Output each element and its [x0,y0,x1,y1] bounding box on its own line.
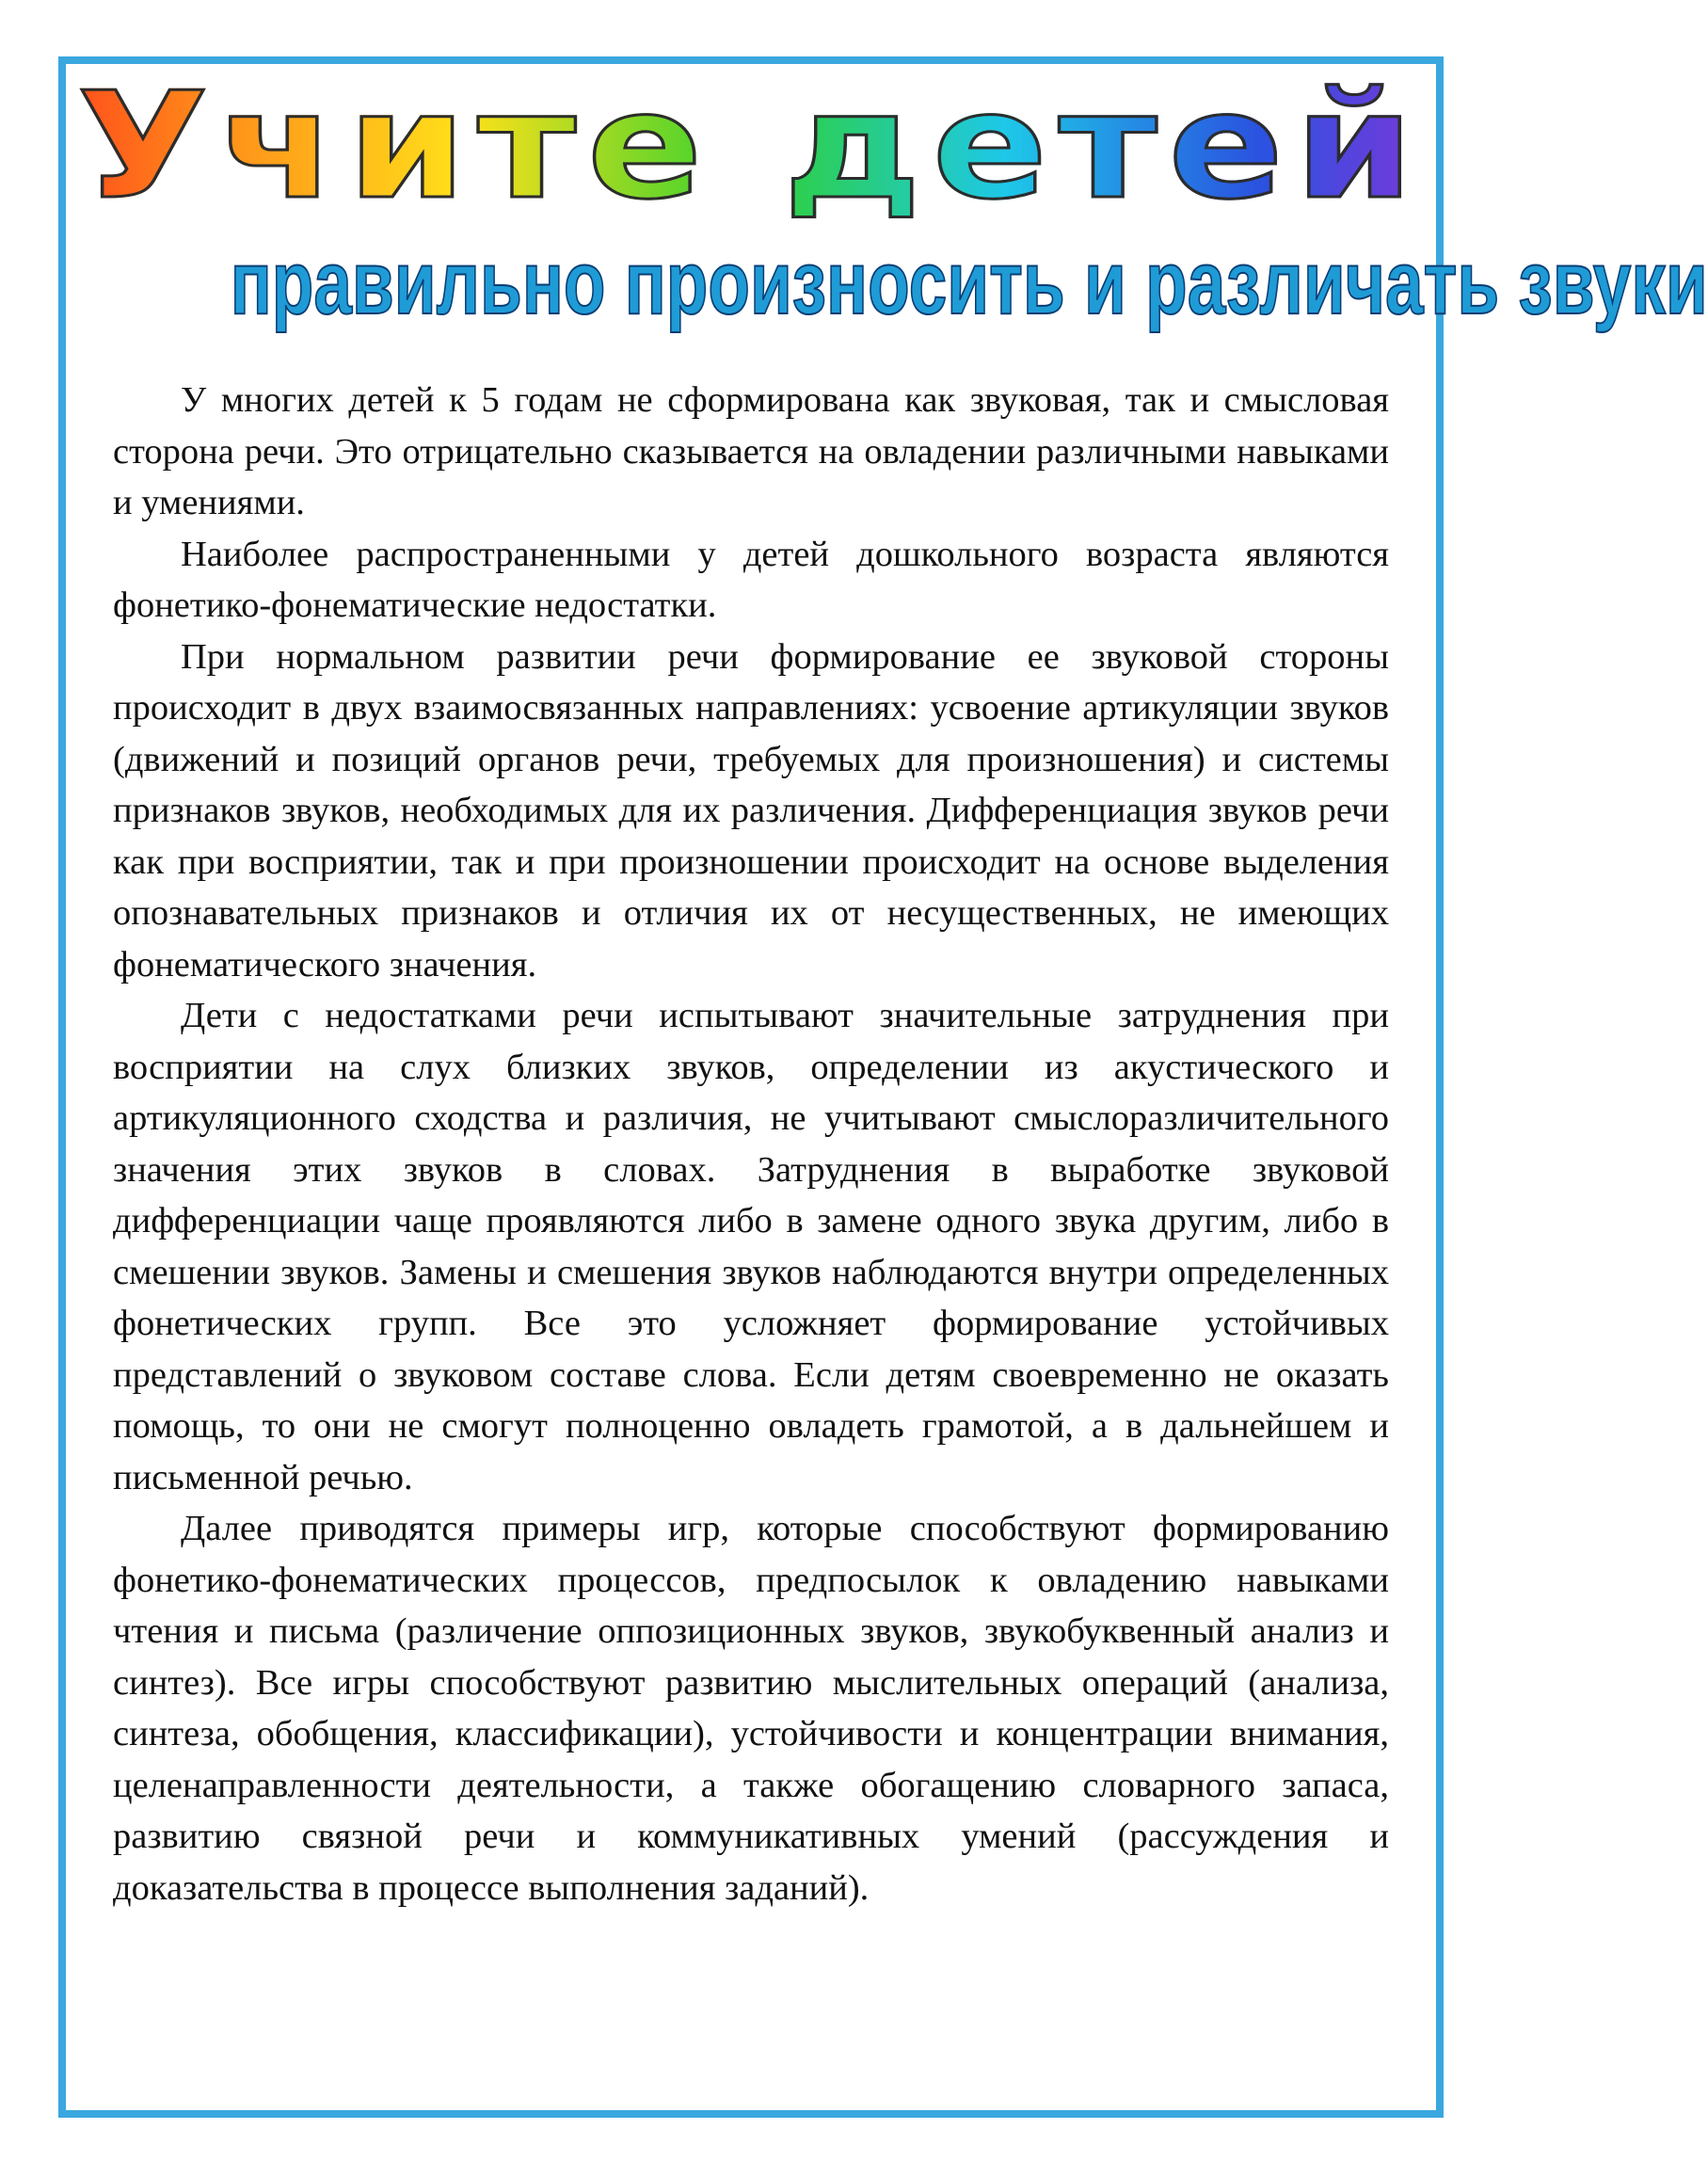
paragraph-3: При нормальном развитии речи формирование ее звуковой стороны происходит в двух взаимосвязанных направлениях: усвоение артикуляции звуков (движений и позиций органов речи, требуемых для произношения) и системы признаков звуков, необходимых для их различения. Дифференциация звуков речи как при восприятии, так и при произношении происходит на основе выделения опознавательных признаков и отличия их от несущественных, не имеющих фонематического значения. [113,636,1389,984]
paragraph-5: Далее приводятся примеры игр, которые способствуют формированию фонетико-фонематических процессов, предпосылок к овладению навыками чтения и письма (различение оппозиционных звуков, звукобуквенный анализ и синтез). Все игры способствуют развитию мыслительных операций (анализа, синтеза, обобщения, классификации), устойчивости и концентрации внимания, целенаправленности деятельности, а также обогащению словарного запаса, развитию связной речи и коммуникативных умений (рассуждения и доказательства в процессе выполнения заданий). [113,1509,1389,1908]
paragraph-1: У многих детей к 5 годам не сформирована как звуковая, так и смысловая сторона речи. Это отрицательно сказывается на овладении различными навыками и умениями. [113,380,1389,522]
page-subtitle: правильно произносить и различать звуки [230,232,1708,333]
page-title: Учите детей [0,66,1545,226]
page-frame [58,56,1708,2118]
paragraph-4: Дети с недостатками речи испытывают значительные затруднения при восприятии на слух близких звуков, определении из акустического и артикуляционного сходства и различия, не учитывают смыслоразличительного значения этих звуков в словах. Затруднения в выработке звуковой дифференциации чаще проявляются либо в замене одного звука другим, либо в смешении звуков. Замены и смешения звуков наблюдаются внутри определенных фонетических групп. Все это усложняет формирование устойчивых представлений о звуковом составе слова. Если детям своевременно не оказать помощь, то они не смогут полноценно овладеть грамотой, а в дальнейшем и письменной речью. [113,996,1389,1497]
body-text [113,375,1389,1913]
paragraph-2: Наиболее распространенными у детей дошкольного возраста являются фонетико-фонематические недостатки. [113,534,1389,625]
